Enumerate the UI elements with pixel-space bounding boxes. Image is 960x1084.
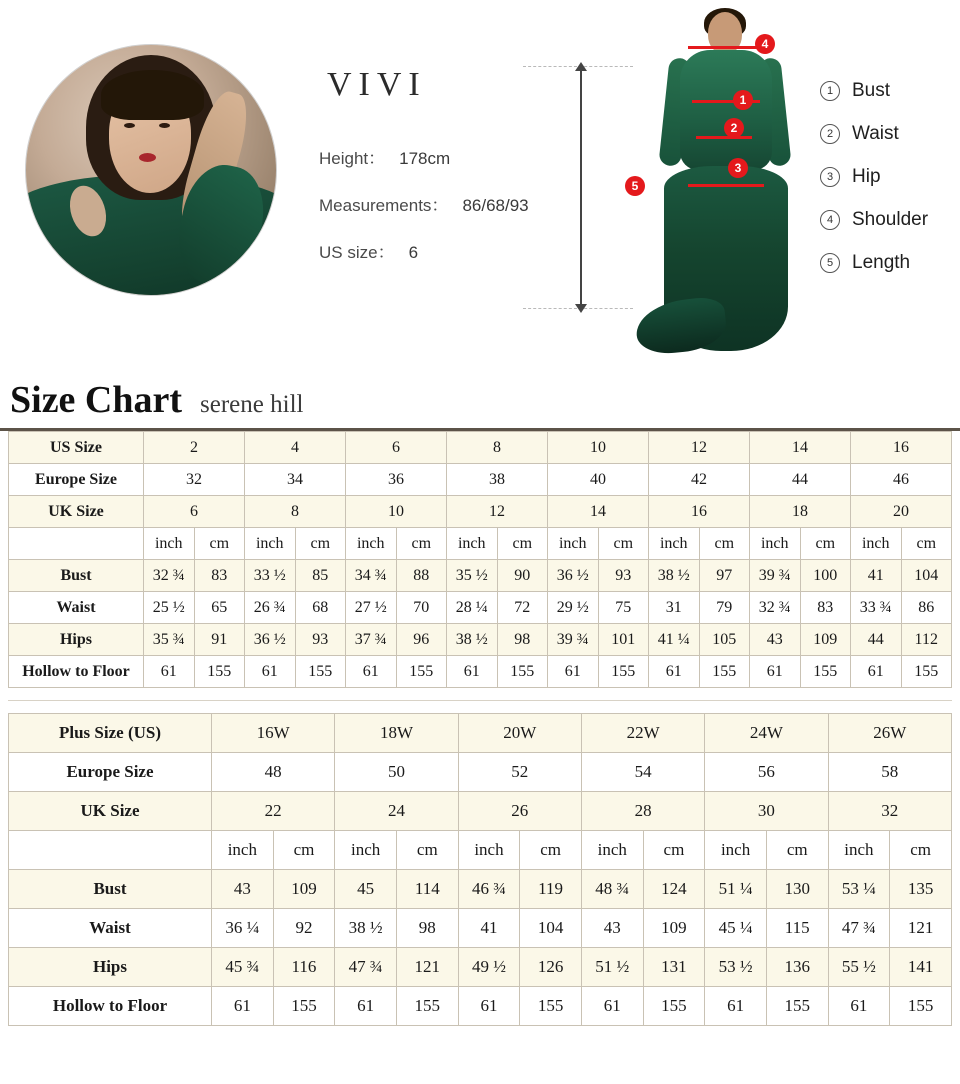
model-photo-block [0, 8, 575, 370]
table-cell: 92 [273, 909, 335, 948]
table-cell: 32 ¾ [144, 560, 195, 592]
table-cell: 68 [295, 592, 346, 624]
model-height-value: 178cm [399, 149, 451, 168]
table-cell: 36 [346, 464, 447, 496]
model-portrait [25, 44, 277, 296]
table-cell: 121 [396, 948, 458, 987]
unit-cell: inch [245, 528, 296, 560]
table-cell: 155 [396, 987, 458, 1026]
table-cell: 42 [649, 464, 750, 496]
row-header [9, 528, 144, 560]
table-cell: 38 ½ [447, 624, 498, 656]
table-cell: 61 [851, 656, 902, 688]
table-row [9, 987, 952, 1026]
portrait-lips [139, 153, 156, 162]
size-chart-header [0, 378, 960, 431]
length-arrow [580, 70, 582, 305]
unit-cell: cm [194, 528, 245, 560]
table-cell: 90 [497, 560, 548, 592]
unit-cell: inch [548, 528, 599, 560]
table-cell: 32 [144, 464, 245, 496]
table-cell: 155 [396, 656, 447, 688]
table-cell: 26 [458, 792, 581, 831]
table-cell: 98 [396, 909, 458, 948]
table-cell: 8 [447, 432, 548, 464]
table-cell: 2 [144, 432, 245, 464]
marker-waist: 2 [724, 118, 744, 138]
table-cell: 126 [520, 948, 582, 987]
table-cell: 130 [766, 870, 828, 909]
table-cell: 24W [705, 714, 828, 753]
standard-size-table [8, 431, 952, 688]
table-cell: 18 [750, 496, 851, 528]
table-row [9, 432, 952, 464]
table-cell: 32 ¾ [750, 592, 801, 624]
unit-cell: inch [447, 528, 498, 560]
table-cell: 45 ¾ [212, 948, 274, 987]
table-row [9, 909, 952, 948]
table-cell: 109 [643, 909, 705, 948]
diagram-legend [820, 80, 928, 295]
table-cell: 121 [890, 909, 952, 948]
table-row [9, 528, 952, 560]
table-cell: 155 [766, 987, 828, 1026]
unit-cell: cm [890, 831, 952, 870]
table-cell: 61 [649, 656, 700, 688]
table-cell: 83 [194, 560, 245, 592]
table-cell: 53 ¼ [828, 870, 890, 909]
model-ussize-value: 6 [408, 243, 419, 262]
table-cell: 49 ½ [458, 948, 520, 987]
table-cell: 97 [699, 560, 750, 592]
table-cell: 27 ½ [346, 592, 397, 624]
row-header: US Size [9, 432, 144, 464]
table-cell: 115 [766, 909, 828, 948]
table-cell: 155 [295, 656, 346, 688]
table-cell: 119 [520, 870, 582, 909]
table-row [9, 656, 952, 688]
table-cell: 40 [548, 464, 649, 496]
table-cell: 20W [458, 714, 581, 753]
table-cell: 61 [335, 987, 397, 1026]
table-cell: 72 [497, 592, 548, 624]
standard-size-table-wrap [0, 431, 960, 688]
marker-bust: 1 [733, 90, 753, 110]
unit-cell: cm [598, 528, 649, 560]
table-cell: 86 [901, 592, 952, 624]
table-cell: 79 [699, 592, 750, 624]
legend-label-hip: Hip [852, 166, 881, 187]
unit-cell: cm [643, 831, 705, 870]
table-cell: 22W [581, 714, 704, 753]
table-cell: 112 [901, 624, 952, 656]
table-cell: 8 [245, 496, 346, 528]
table-cell: 61 [750, 656, 801, 688]
shoulder-measure-line [688, 46, 760, 49]
row-header: Europe Size [9, 753, 212, 792]
table-cell: 46 ¾ [458, 870, 520, 909]
unit-cell: cm [520, 831, 582, 870]
model-height-label: Height： [319, 149, 386, 168]
table-cell: 61 [212, 987, 274, 1026]
unit-cell: cm [396, 528, 447, 560]
table-row [9, 831, 952, 870]
table-cell: 135 [890, 870, 952, 909]
table-cell: 105 [699, 624, 750, 656]
table-cell: 61 [705, 987, 767, 1026]
table-row [9, 948, 952, 987]
table-cell: 101 [598, 624, 649, 656]
table-cell: 75 [598, 592, 649, 624]
table-cell: 155 [800, 656, 851, 688]
table-cell: 96 [396, 624, 447, 656]
unit-cell: cm [766, 831, 828, 870]
table-cell: 104 [901, 560, 952, 592]
row-header: Bust [9, 560, 144, 592]
table-cell: 51 ¼ [705, 870, 767, 909]
table-row [9, 870, 952, 909]
model-ussize-label: US size： [319, 243, 395, 262]
table-cell: 50 [335, 753, 458, 792]
table-cell: 131 [643, 948, 705, 987]
table-cell: 37 ¾ [346, 624, 397, 656]
unit-cell: inch [750, 528, 801, 560]
portrait-eye-left [124, 123, 135, 128]
table-cell: 6 [144, 496, 245, 528]
waist-measure-line [696, 136, 752, 139]
table-cell: 116 [273, 948, 335, 987]
legend-label-shoulder: Shoulder [852, 209, 929, 230]
table-cell: 93 [295, 624, 346, 656]
table-cell: 18W [335, 714, 458, 753]
hip-measure-line [688, 184, 764, 187]
unit-cell: cm [396, 831, 458, 870]
model-height-row [319, 144, 529, 169]
table-cell: 41 [458, 909, 520, 948]
portrait-eye-right [159, 123, 170, 128]
table-cell: 20 [851, 496, 952, 528]
model-measurements-label: Measurements： [319, 196, 449, 215]
table-cell: 61 [828, 987, 890, 1026]
table-cell: 29 ½ [548, 592, 599, 624]
legend-label-length: Length [852, 252, 911, 273]
page-subtitle: serene hill [200, 391, 304, 418]
table-cell: 100 [800, 560, 851, 592]
table-cell: 88 [396, 560, 447, 592]
table-cell: 53 ½ [705, 948, 767, 987]
table-cell: 45 ¼ [705, 909, 767, 948]
table-cell: 83 [800, 592, 851, 624]
unit-cell: inch [851, 528, 902, 560]
table-cell: 36 ¼ [212, 909, 274, 948]
legend-item-length [820, 252, 928, 274]
model-info [319, 26, 529, 285]
table-cell: 41 ¼ [649, 624, 700, 656]
table-cell: 33 ½ [245, 560, 296, 592]
row-header: UK Size [9, 496, 144, 528]
table-cell: 61 [346, 656, 397, 688]
table-cell: 61 [548, 656, 599, 688]
legend-label-waist: Waist [852, 123, 899, 144]
row-header: Plus Size (US) [9, 714, 212, 753]
table-cell: 155 [194, 656, 245, 688]
table-cell: 38 ½ [335, 909, 397, 948]
legend-label-bust: Bust [852, 80, 891, 101]
table-cell: 51 ½ [581, 948, 643, 987]
row-header: Hollow to Floor [9, 987, 212, 1026]
table-cell: 85 [295, 560, 346, 592]
table-cell: 38 ½ [649, 560, 700, 592]
unit-cell: inch [828, 831, 890, 870]
table-cell: 34 [245, 464, 346, 496]
table-cell: 98 [497, 624, 548, 656]
table-cell: 155 [598, 656, 649, 688]
table-cell: 70 [396, 592, 447, 624]
measurement-diagram [575, 8, 960, 370]
table-cell: 35 ¾ [144, 624, 195, 656]
table-cell: 12 [447, 496, 548, 528]
table-row [9, 592, 952, 624]
table-cell: 44 [750, 464, 851, 496]
marker-length: 5 [625, 176, 645, 196]
table-cell: 61 [458, 987, 520, 1026]
dress-figure [630, 8, 820, 353]
table-cell: 26 ¾ [245, 592, 296, 624]
table-cell: 43 [581, 909, 643, 948]
model-ussize-row [319, 238, 529, 263]
unit-cell: cm [295, 528, 346, 560]
table-cell: 93 [598, 560, 649, 592]
table-cell: 58 [828, 753, 951, 792]
table-cell: 61 [581, 987, 643, 1026]
table-cell: 32 [828, 792, 951, 831]
table-cell: 155 [273, 987, 335, 1026]
table-cell: 47 ¾ [335, 948, 397, 987]
table-cell: 16 [851, 432, 952, 464]
table-cell: 36 ½ [548, 560, 599, 592]
table-cell: 47 ¾ [828, 909, 890, 948]
page-title: Size Chart [10, 379, 183, 421]
table-cell: 141 [890, 948, 952, 987]
table-cell: 109 [273, 870, 335, 909]
table-cell: 39 ¾ [548, 624, 599, 656]
table-cell: 33 ¾ [851, 592, 902, 624]
row-header: Hollow to Floor [9, 656, 144, 688]
unit-cell: inch [346, 528, 397, 560]
table-cell: 16W [212, 714, 335, 753]
table-cell: 56 [705, 753, 828, 792]
table-cell: 30 [705, 792, 828, 831]
table-cell: 24 [335, 792, 458, 831]
row-header: UK Size [9, 792, 212, 831]
table-row [9, 496, 952, 528]
table-cell: 38 [447, 464, 548, 496]
table-cell: 91 [194, 624, 245, 656]
table-cell: 48 ¾ [581, 870, 643, 909]
table-cell: 34 ¾ [346, 560, 397, 592]
table-cell: 155 [520, 987, 582, 1026]
unit-cell: inch [212, 831, 274, 870]
unit-cell: inch [649, 528, 700, 560]
table-row [9, 464, 952, 496]
legend-number-icon: 2 [820, 124, 840, 144]
table-cell: 22 [212, 792, 335, 831]
table-cell: 61 [144, 656, 195, 688]
table-cell: 65 [194, 592, 245, 624]
legend-item-bust [820, 80, 928, 102]
legend-item-waist [820, 123, 928, 145]
unit-cell: cm [699, 528, 750, 560]
portrait-hair-front [101, 70, 204, 120]
unit-cell: inch [144, 528, 195, 560]
table-cell: 114 [396, 870, 458, 909]
table-cell: 55 ½ [828, 948, 890, 987]
marker-shoulder: 4 [755, 34, 775, 54]
table-row [9, 753, 952, 792]
table-cell: 10 [346, 496, 447, 528]
table-cell: 26W [828, 714, 951, 753]
legend-number-icon: 1 [820, 81, 840, 101]
table-cell: 14 [750, 432, 851, 464]
table-cell: 46 [851, 464, 952, 496]
table-cell: 14 [548, 496, 649, 528]
table-cell: 155 [890, 987, 952, 1026]
table-cell: 48 [212, 753, 335, 792]
table-cell: 6 [346, 432, 447, 464]
table-cell: 41 [851, 560, 902, 592]
table-cell: 155 [497, 656, 548, 688]
table-row [9, 714, 952, 753]
model-measurements-row [319, 191, 529, 216]
table-divider [8, 700, 952, 701]
table-row [9, 792, 952, 831]
legend-number-icon: 3 [820, 167, 840, 187]
table-cell: 16 [649, 496, 750, 528]
table-row [9, 560, 952, 592]
model-section [0, 0, 960, 370]
table-cell: 43 [212, 870, 274, 909]
table-cell: 109 [800, 624, 851, 656]
model-measurements-value: 86/68/93 [462, 196, 529, 215]
row-header: Waist [9, 909, 212, 948]
table-cell: 104 [520, 909, 582, 948]
table-cell: 12 [649, 432, 750, 464]
row-header [9, 831, 212, 870]
table-cell: 28 [581, 792, 704, 831]
marker-hip: 3 [728, 158, 748, 178]
table-cell: 36 ½ [245, 624, 296, 656]
row-header: Hips [9, 624, 144, 656]
table-cell: 4 [245, 432, 346, 464]
legend-number-icon: 5 [820, 253, 840, 273]
table-cell: 25 ½ [144, 592, 195, 624]
table-cell: 45 [335, 870, 397, 909]
table-cell: 52 [458, 753, 581, 792]
table-cell: 39 ¾ [750, 560, 801, 592]
table-cell: 155 [643, 987, 705, 1026]
legend-number-icon: 4 [820, 210, 840, 230]
unit-cell: cm [800, 528, 851, 560]
unit-cell: inch [581, 831, 643, 870]
row-header: Bust [9, 870, 212, 909]
table-row [9, 624, 952, 656]
table-cell: 155 [699, 656, 750, 688]
table-cell: 54 [581, 753, 704, 792]
unit-cell: inch [335, 831, 397, 870]
legend-item-shoulder [820, 209, 928, 231]
table-cell: 31 [649, 592, 700, 624]
unit-cell: cm [901, 528, 952, 560]
plus-size-table-wrap [0, 713, 960, 1026]
row-header: Waist [9, 592, 144, 624]
brand-name: VIVI [327, 66, 427, 103]
unit-cell: inch [705, 831, 767, 870]
row-header: Europe Size [9, 464, 144, 496]
plus-size-table [8, 713, 952, 1026]
table-cell: 61 [447, 656, 498, 688]
table-cell: 10 [548, 432, 649, 464]
unit-cell: cm [497, 528, 548, 560]
table-cell: 28 ¼ [447, 592, 498, 624]
row-header: Hips [9, 948, 212, 987]
table-cell: 44 [851, 624, 902, 656]
unit-cell: inch [458, 831, 520, 870]
table-cell: 136 [766, 948, 828, 987]
table-cell: 61 [245, 656, 296, 688]
table-cell: 155 [901, 656, 952, 688]
unit-cell: cm [273, 831, 335, 870]
legend-item-hip [820, 166, 928, 188]
figure-bodice [680, 50, 772, 170]
table-cell: 124 [643, 870, 705, 909]
table-cell: 35 ½ [447, 560, 498, 592]
table-cell: 43 [750, 624, 801, 656]
